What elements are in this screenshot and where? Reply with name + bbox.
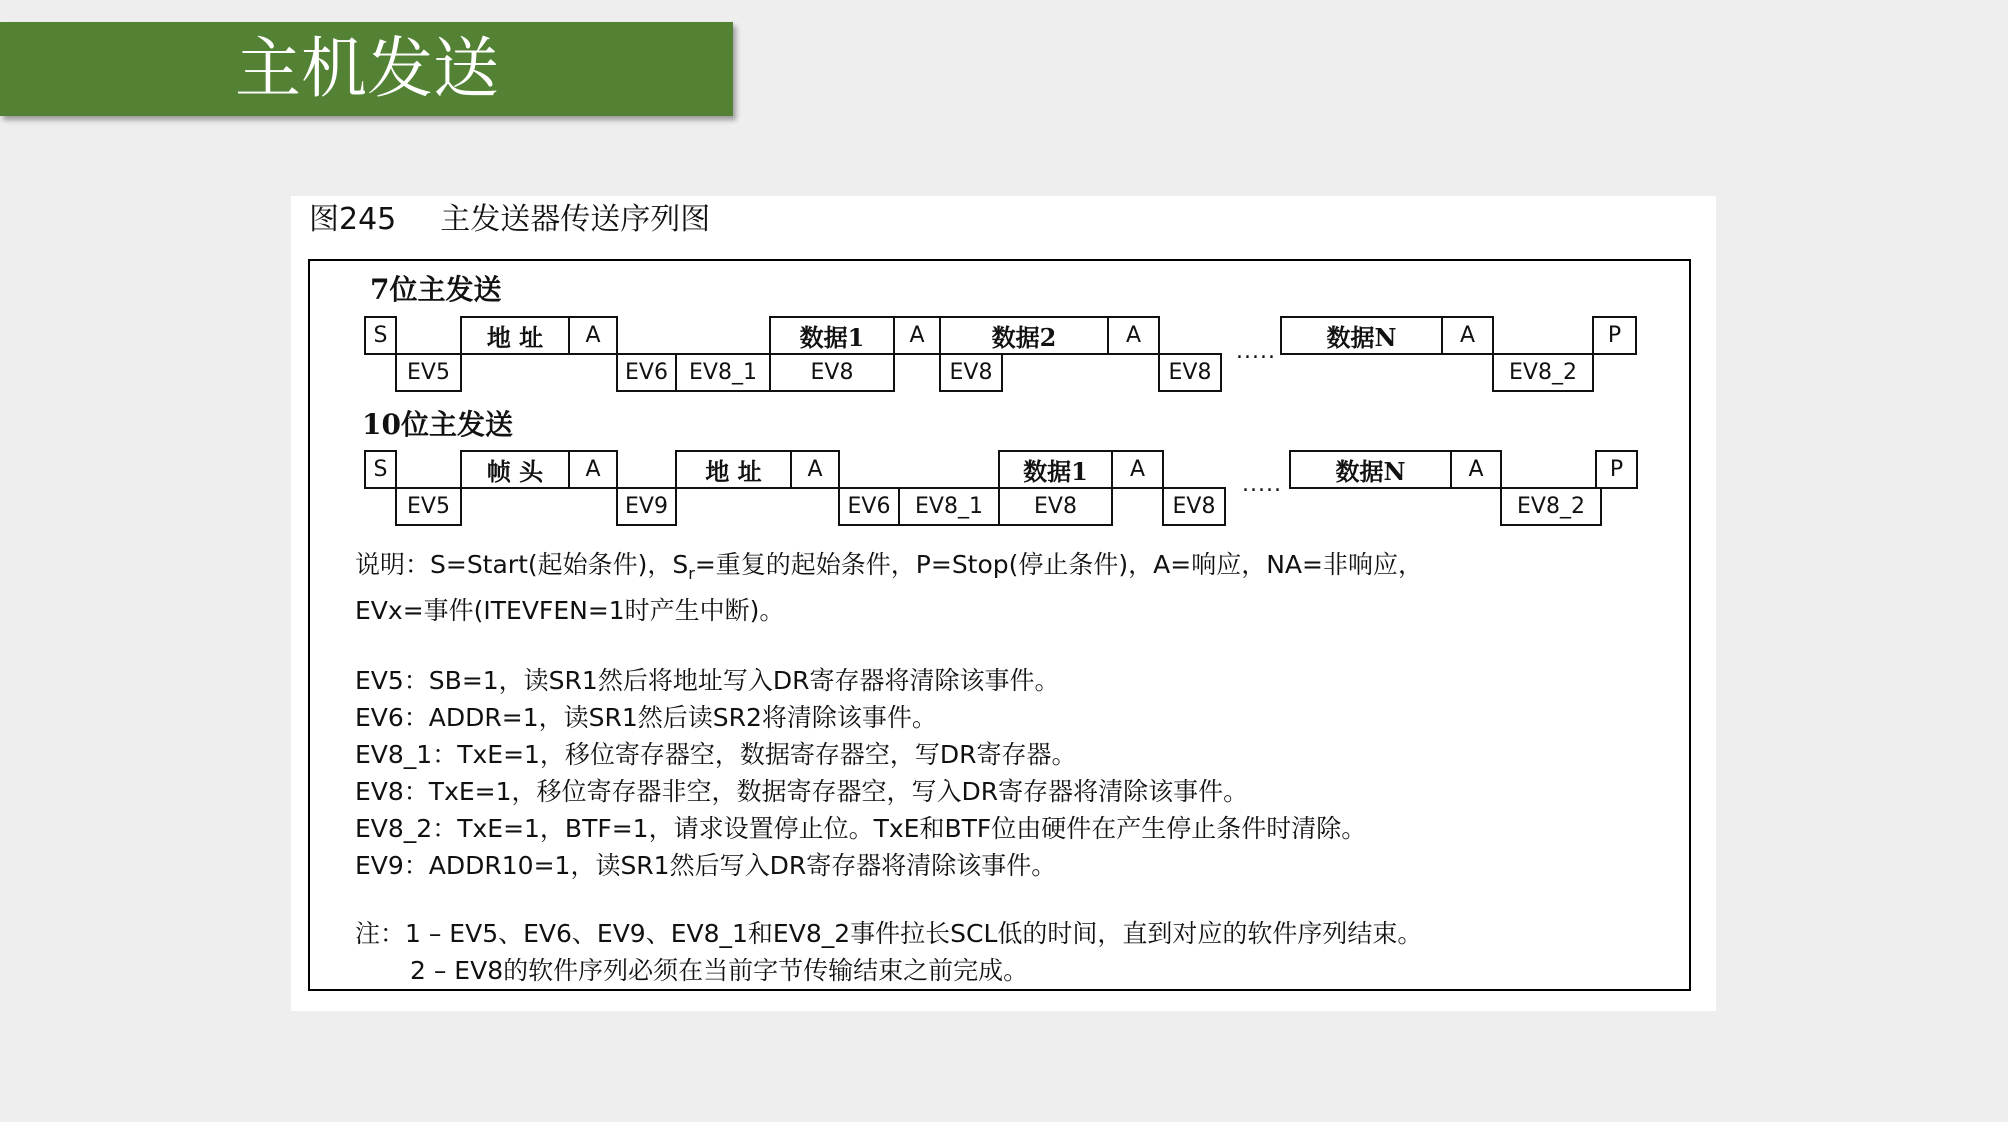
seq7-stop-cell: P — [1592, 316, 1637, 355]
figure-panel — [291, 196, 1716, 1011]
seq7-ack-cell: A — [1107, 316, 1160, 355]
seq7-ev8-cell: EV8 — [769, 353, 895, 392]
event-ev5: EV5：SB=1，读SR1然后将地址写入DR寄存器将清除该事件。 — [355, 666, 1060, 695]
seq10-ev8_2-cell: EV8_2 — [1500, 487, 1602, 526]
seq10-ev8-cell: EV8 — [1162, 487, 1226, 526]
slide-title: 主机发送 — [235, 30, 499, 107]
seq7-label: 7位主发送 — [370, 273, 502, 306]
figure-caption — [309, 200, 710, 240]
event-ev8_2: EV8_2：TxE=1，BTF=1，请求设置停止位。TxE和BTF位由硬件在产生停止条件时清除。 — [355, 814, 1367, 843]
legend-line-1: 说明：S=Start(起始条件)，$S_r=$重复的起始条件，P=Stop(停止条件)，A=响应，NA=非响应， — [355, 550, 1423, 583]
seq7-ev6-cell: EV6 — [616, 353, 677, 392]
seq7-ack-cell: A — [1441, 316, 1494, 355]
seq10-label: 10位主发送 — [362, 408, 513, 441]
seq7-start-cell: S — [364, 316, 397, 355]
seq10-ev6-cell: EV6 — [838, 487, 900, 526]
seq10-address-cell: 地 址 — [675, 450, 792, 489]
seq10-ev5-cell: EV5 — [395, 487, 462, 526]
seq10-ack-cell: A — [568, 450, 618, 489]
seq7-address-cell: 地 址 — [460, 316, 570, 355]
seq10-ev8-cell: EV8 — [998, 487, 1113, 526]
seq7-ev8-cell: EV8 — [1158, 353, 1222, 392]
seq7-data1-cell: 数据1 — [769, 316, 895, 355]
seq7-ev8_1-cell: EV8_1 — [675, 353, 771, 392]
seq7-ev8-cell: EV8 — [939, 353, 1003, 392]
seq10-ev9-cell: EV9 — [616, 487, 677, 526]
note-2: 2 – EV8的软件序列必须在当前字节传输结束之前完成。 — [410, 956, 1029, 985]
diagram-frame — [308, 259, 1691, 991]
event-ev9: EV9：ADDR10=1，读SR1然后写入DR寄存器将清除该事件。 — [355, 851, 1057, 880]
seq10-header-cell: 帧 头 — [460, 450, 570, 489]
seq10-data1-cell: 数据1 — [998, 450, 1113, 489]
legend-line-2: EVx=事件(ITEVFEN=1时产生中断)。 — [355, 596, 785, 625]
figure-title: 主发送器传送序列图 — [440, 202, 711, 237]
seq7-ack-cell: A — [568, 316, 618, 355]
seq10-stop-cell: P — [1595, 450, 1638, 489]
seq10-dataN-cell: 数据N — [1289, 450, 1452, 489]
legend-notes — [355, 546, 1675, 989]
seq10-ellipsis: ..... — [1242, 472, 1282, 497]
seq7-ellipsis: ..... — [1236, 339, 1276, 364]
seq7-data2-cell: 数据2 — [939, 316, 1109, 355]
seq10-ack-cell: A — [1111, 450, 1164, 489]
seq10-ack-cell: A — [790, 450, 840, 489]
figure-number: 图245 — [309, 202, 397, 237]
seq7-ev5-cell: EV5 — [395, 353, 462, 392]
seq10-ack-cell: A — [1450, 450, 1502, 489]
event-ev6: EV6：ADDR=1，读SR1然后读SR2将清除该事件。 — [355, 703, 937, 732]
event-ev8: EV8：TxE=1，移位寄存器非空，数据寄存器空，写入DR寄存器将清除该事件。 — [355, 777, 1249, 806]
seq7-ack-cell: A — [893, 316, 941, 355]
seq7-ev8_2-cell: EV8_2 — [1492, 353, 1594, 392]
event-ev8_1: EV8_1：TxE=1，移位寄存器空，数据寄存器空，写DR寄存器。 — [355, 740, 1077, 769]
slide-title-bar — [0, 22, 733, 116]
seq7-dataN-cell: 数据N — [1280, 316, 1443, 355]
seq10-start-cell: S — [364, 450, 397, 489]
seq10-ev8_1-cell: EV8_1 — [898, 487, 1000, 526]
note-1: 注：1 – EV5、EV6、EV9、EV8_1和EV8_2事件拉长SCL低的时间，直到对应的软件序列结束。 — [355, 919, 1423, 948]
